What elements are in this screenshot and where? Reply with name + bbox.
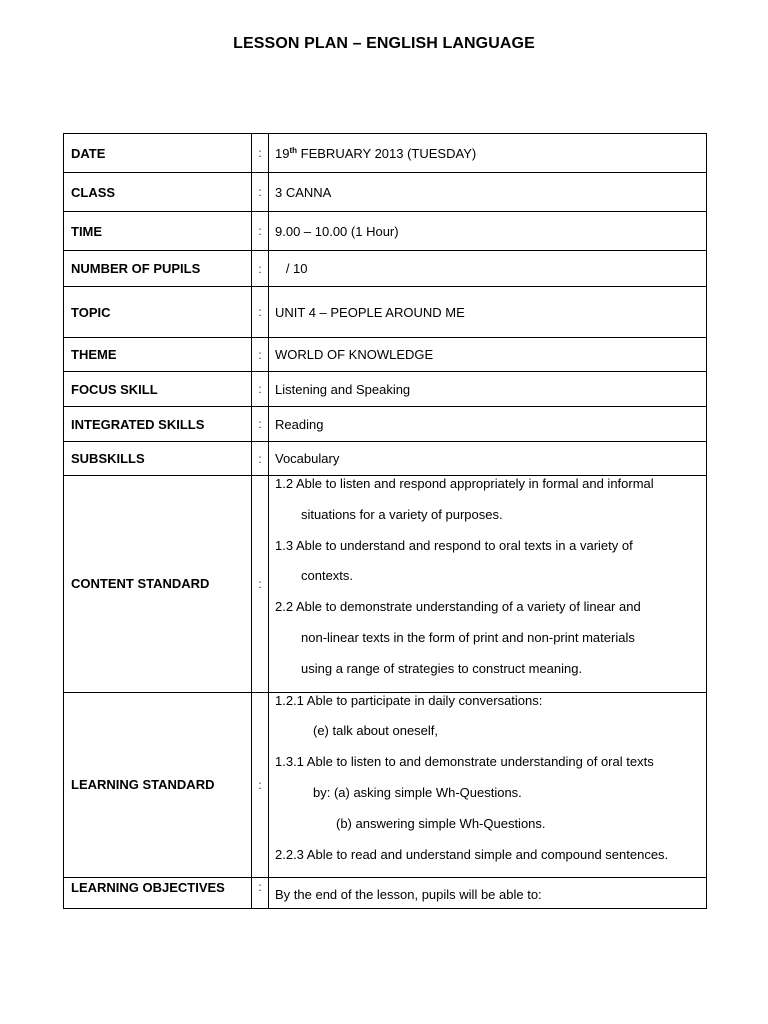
- row-theme: [64, 338, 707, 372]
- row-label: NUMBER OF PUPILS: [64, 251, 252, 287]
- row-class: [64, 173, 707, 212]
- row-label: THEME: [64, 338, 252, 372]
- row-content-standard: [64, 476, 707, 693]
- row-value: / 10: [269, 251, 707, 287]
- row-integrated-skills: [64, 407, 707, 442]
- colon: :: [252, 442, 269, 476]
- date-suffix: th: [289, 145, 298, 155]
- list-item: (e) talk about oneself,: [313, 723, 439, 739]
- row-value: Listening and Speaking: [269, 372, 707, 407]
- colon: :: [252, 878, 269, 909]
- list-item: 1.2.1 Able to participate in daily conversations:: [275, 692, 543, 708]
- row-topic: [64, 287, 707, 338]
- list-item: 1.3.1 Able to listen to and demonstrate understanding of oral texts: [275, 754, 654, 770]
- list-item: (b) answering simple Wh-Questions.: [336, 815, 546, 831]
- colon: :: [252, 251, 269, 287]
- date-rest: FEBRUARY 2013 (TUESDAY): [297, 145, 477, 161]
- row-value: UNIT 4 – PEOPLE AROUND ME: [269, 287, 707, 338]
- list-item: non-linear texts in the form of print and non-print materials: [301, 629, 635, 645]
- colon: :: [252, 338, 269, 372]
- list-item: contexts.: [301, 568, 354, 584]
- row-value: [269, 134, 707, 173]
- page-title: LESSON PLAN – ENGLISH LANGUAGE: [233, 35, 535, 52]
- colon: :: [252, 134, 269, 173]
- row-value: WORLD OF KNOWLEDGE: [269, 338, 707, 372]
- row-focus-skill: [64, 372, 707, 407]
- list-item: by: (a) asking simple Wh-Questions.: [313, 784, 522, 800]
- list-item: 2.2.3 Able to read and understand simple and compound sentences.: [275, 846, 669, 862]
- row-value: Vocabulary: [269, 442, 707, 476]
- row-label: LEARNING OBJECTIVES: [64, 878, 252, 909]
- row-label: CONTENT STANDARD: [64, 476, 252, 693]
- list-item: 1.3 Able to understand and respond to oral texts in a variety of: [275, 537, 633, 553]
- row-label: SUBSKILLS: [64, 442, 252, 476]
- row-date: [64, 134, 707, 173]
- list-item: 2.2 Able to demonstrate understanding of a variety of linear and: [275, 599, 641, 615]
- row-value: By the end of the lesson, pupils will be able to:: [269, 878, 707, 909]
- row-label: LEARNING STANDARD: [64, 692, 252, 878]
- row-label: FOCUS SKILL: [64, 372, 252, 407]
- colon: :: [252, 476, 269, 693]
- date-day: 19: [275, 145, 290, 161]
- colon: :: [252, 407, 269, 442]
- list-item: situations for a variety of purposes.: [301, 506, 503, 522]
- lesson-plan-table: [63, 133, 707, 909]
- row-label: TOPIC: [64, 287, 252, 338]
- list-item: 1.2 Able to listen and respond appropriately in formal and informal: [275, 476, 654, 491]
- row-learning-objectives: [64, 878, 707, 909]
- colon: :: [252, 287, 269, 338]
- row-subskills: [64, 442, 707, 476]
- colon: :: [252, 372, 269, 407]
- row-label: INTEGRATED SKILLS: [64, 407, 252, 442]
- colon: :: [252, 173, 269, 212]
- row-label: CLASS: [64, 173, 252, 212]
- row-learning-standard: [64, 692, 707, 878]
- row-label: DATE: [64, 134, 252, 173]
- row-label: TIME: [64, 212, 252, 251]
- row-number-of-pupils: [64, 251, 707, 287]
- list-item: using a range of strategies to construct meaning.: [301, 660, 583, 676]
- row-value: 3 CANNA: [269, 173, 707, 212]
- content-standard-list: [269, 476, 707, 693]
- colon: :: [252, 692, 269, 878]
- learning-standard-list: [269, 692, 707, 878]
- colon: :: [252, 212, 269, 251]
- row-time: [64, 212, 707, 251]
- row-value: Reading: [269, 407, 707, 442]
- row-value: 9.00 – 10.00 (1 Hour): [269, 212, 707, 251]
